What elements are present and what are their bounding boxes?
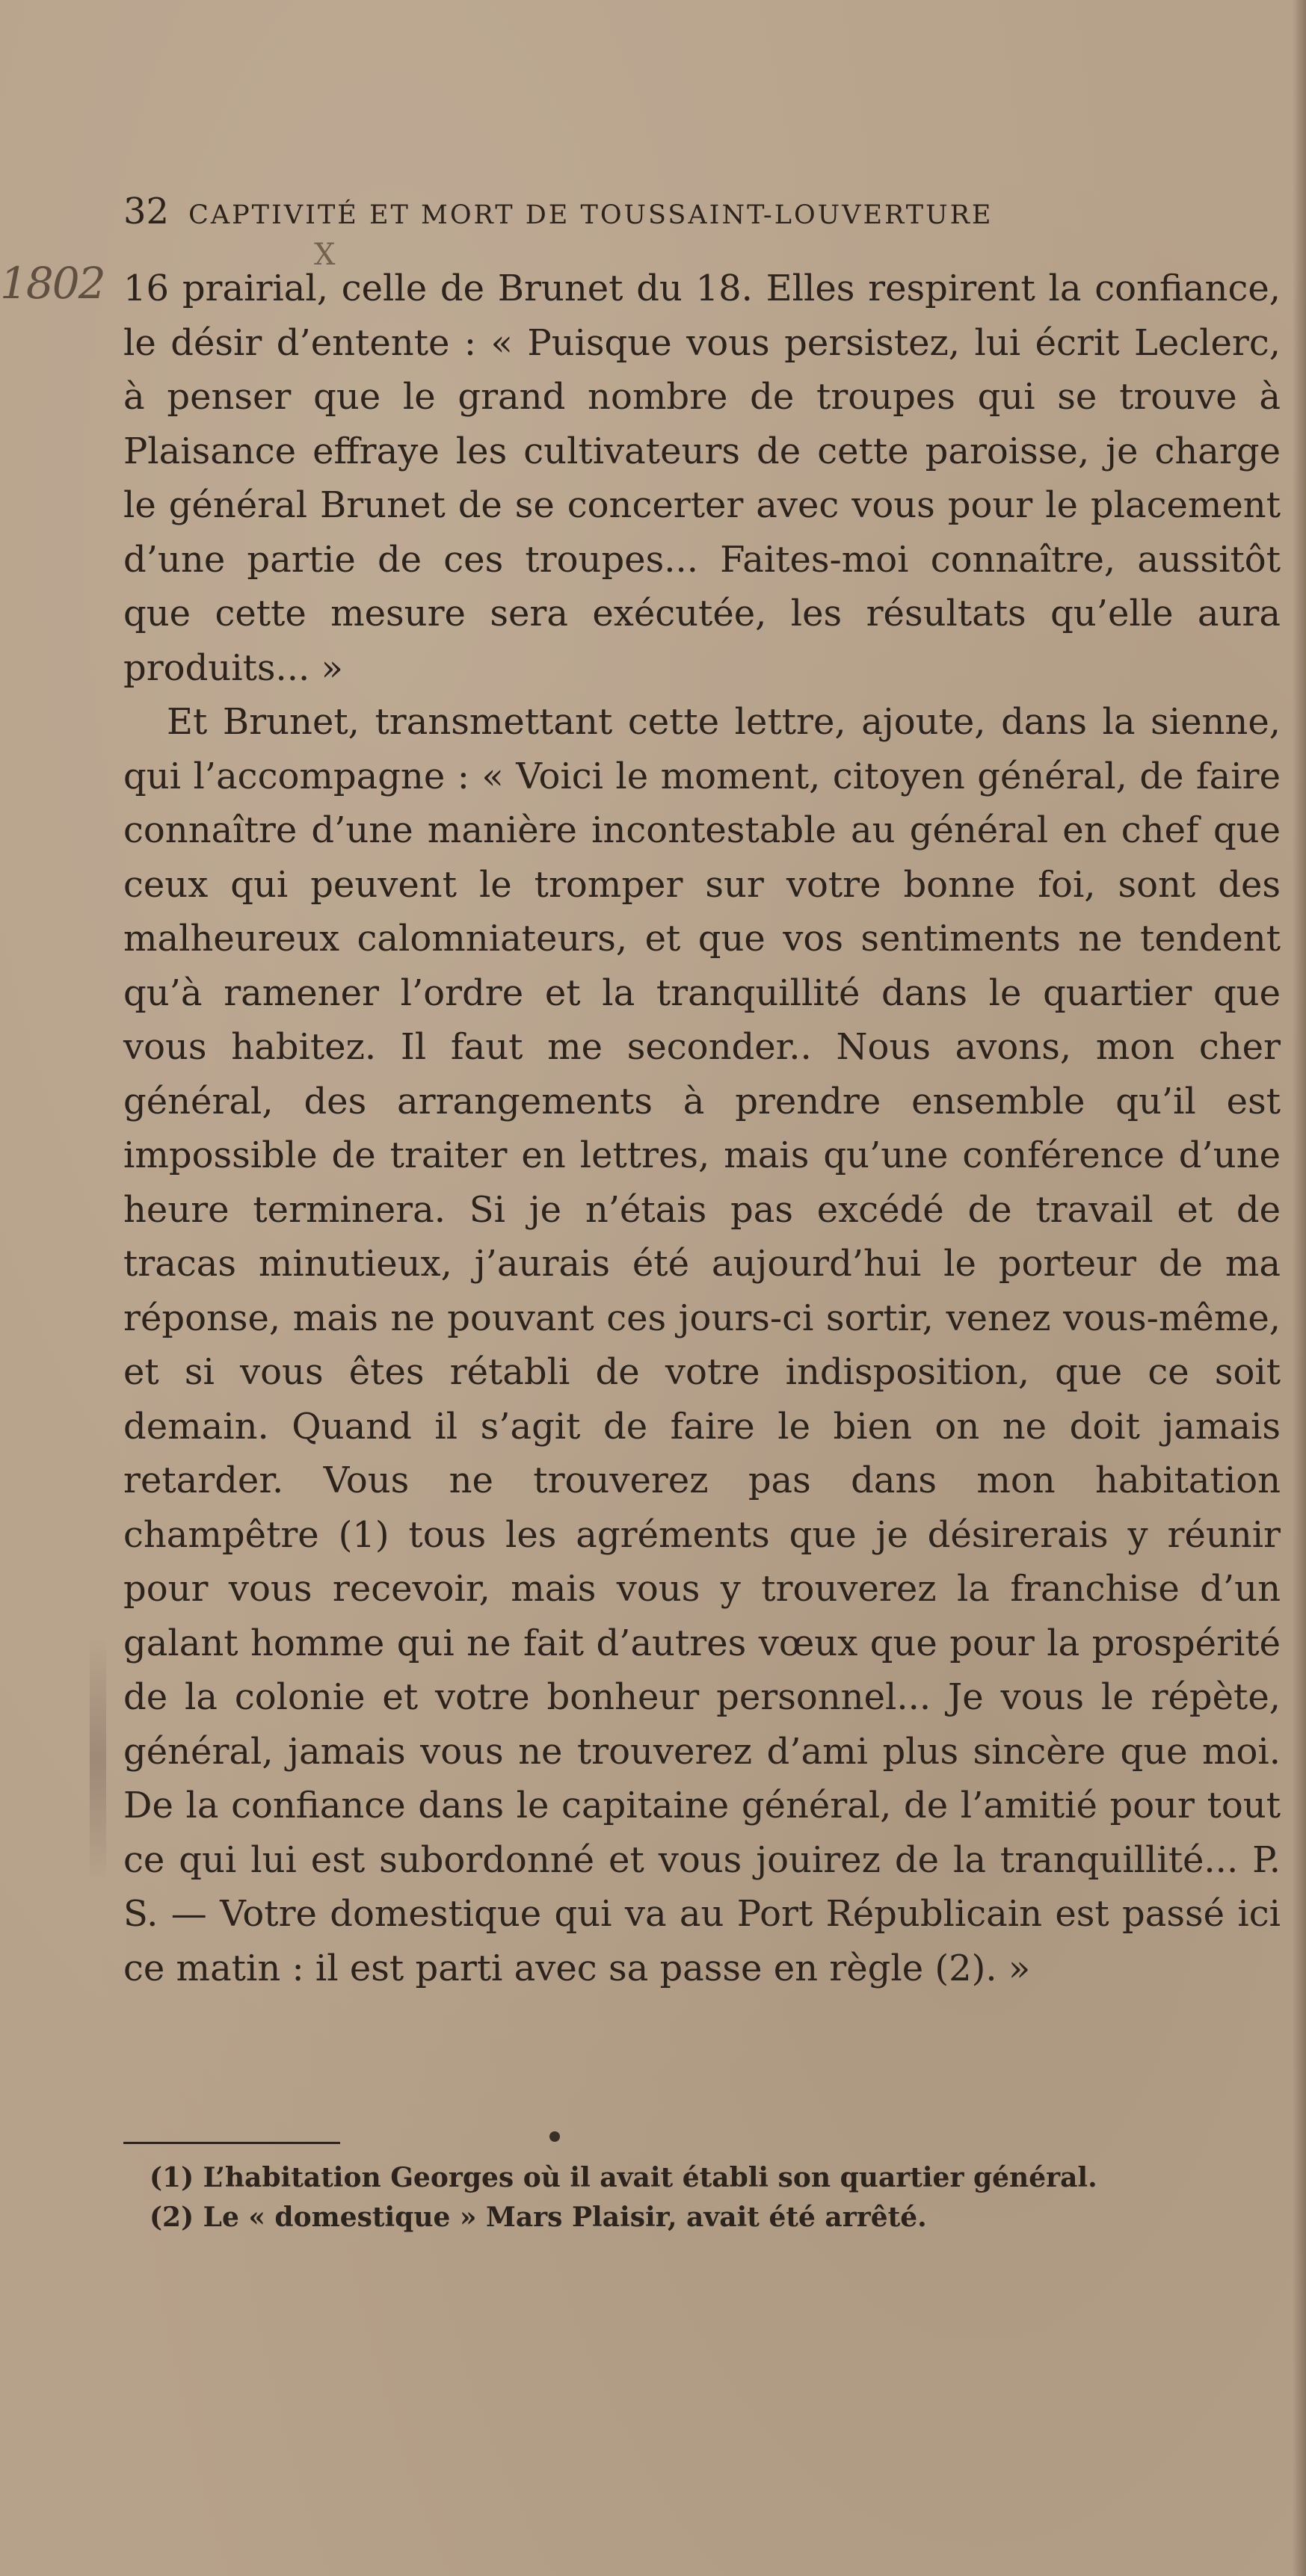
running-title: CAPTIVITÉ ET MORT DE TOUSSAINT-LOUVERTURE bbox=[188, 200, 994, 230]
footnote: (1) L’habitation Georges où il avait établi son quartier général. bbox=[150, 2162, 1097, 2193]
page-number: 32 bbox=[123, 191, 170, 232]
handwritten-year-annotation: 1802 bbox=[0, 258, 105, 309]
handwritten-cross-mark: X bbox=[314, 238, 336, 272]
footnote-separator bbox=[123, 2142, 340, 2144]
paper-stain bbox=[90, 1637, 106, 1883]
paragraph: Et Brunet, transmettant cette lettre, ajoute, dans la sienne, qui l’accompagne : « Voici le moment, citoyen général, de faire connaître d’une manière incontestable au général en chef que ceux qui peuvent le tromper sur votre bonne foi, sont des malheureux calomniateurs, et que vos sentiments ne tendent qu’à ramener l’ordre et la tranquillité dans le quartier que vous habitez. Il faut me seconder.. Nous avons, mon cher général, des arrangements à prendre ensemble qu’il est impossible de traiter en lettres, mais qu’une conférence d’une heure terminera. Si je n’étais pas excédé de travail et de tracas minutieux, j’aurais été aujourd’hui le porteur de ma réponse, mais ne pouvant ces jours-ci sortir, venez vous-même, et si vous êtes rétabli de votre indisposition, que ce soit demain. Quand il s’agit de faire le bien on ne doit jamais retarder. Vous ne trouverez pas dans mon habitation champêtre (1) tous les agréments que je désirerais y réunir pour vous recevoir, mais vous y trouverez la franchise d’un galant homme qui ne fait d’autres vœux que pour la prospérité de la colonie et votre bonheur personnel... Je vous le répète, général, jamais vous ne trouverez d’ami plus sincère que moi. De la confiance dans le capitaine général, de l’amitié pour tout ce qui lui est subordonné et vous jouirez de la tranquillité... P. S. — Votre domestique qui va au Port Républicain est passé ici ce matin : il est parti avec sa passe en règle (2). » bbox=[123, 701, 1281, 1989]
page-edge bbox=[1293, 0, 1306, 2576]
body-text bbox=[123, 262, 1281, 1995]
ink-dot bbox=[549, 2131, 560, 2142]
footnote: (2) Le « domestique » Mars Plaisir, avait été arrêté. bbox=[150, 2202, 927, 2233]
running-header bbox=[123, 191, 1185, 232]
paragraph: 16 prairial, celle de Brunet du 18. Elles respirent la confiance, le désir d’entente : « Puisque vous persistez, lui écrit Leclerc, à penser que le grand nombre de troupes qui se trouve à Plaisance effraye les cultivateurs de cette paroisse, je charge le général Brunet de se concerter avec vous pour le placement d’une partie de ces troupes... Faites-moi connaître, aussitôt que cette mesure sera exécutée, les résultats qu’elle aura produits... » bbox=[123, 268, 1281, 689]
footnotes bbox=[150, 2158, 1256, 2237]
